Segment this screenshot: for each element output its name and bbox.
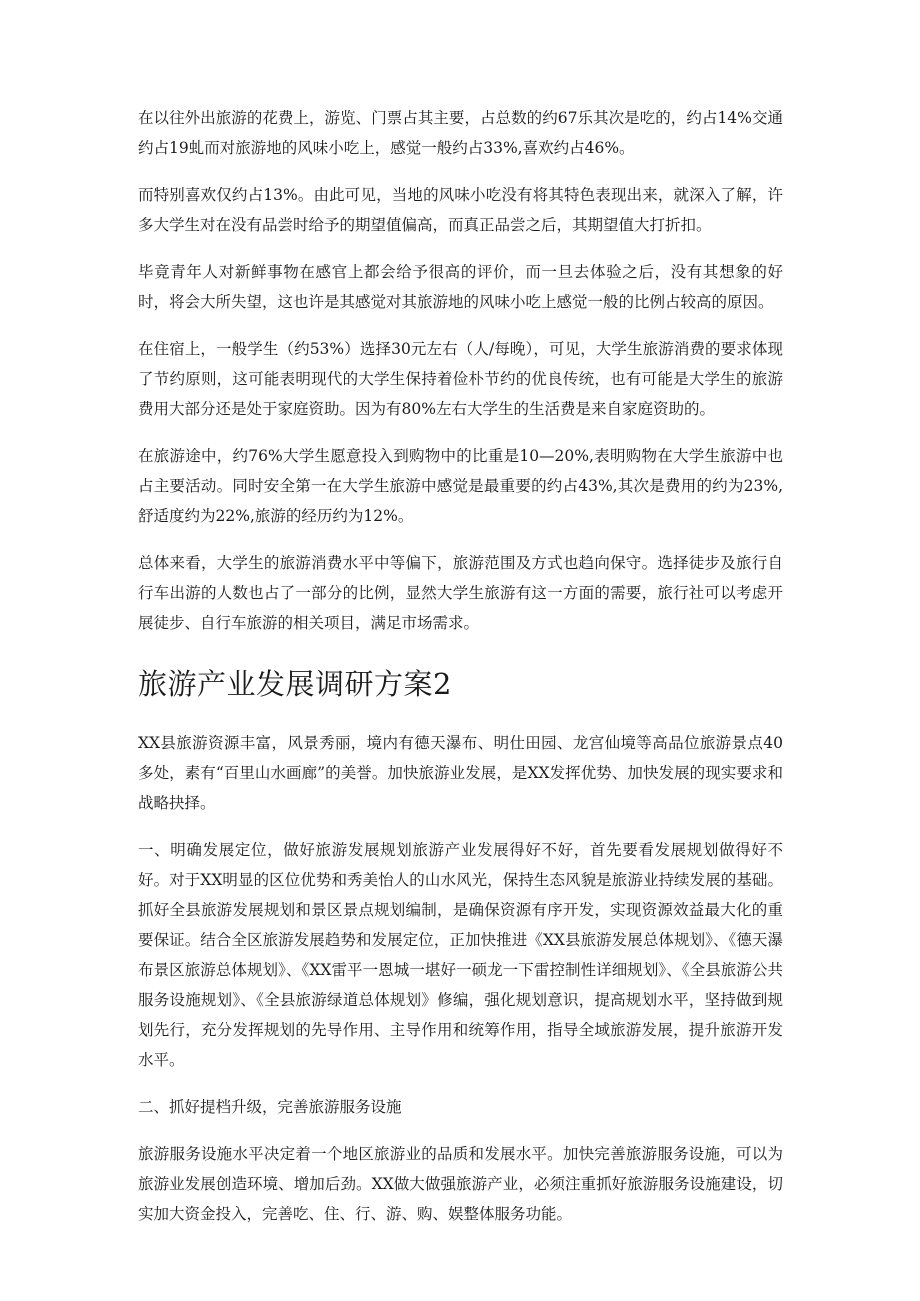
paragraph: 总体来看，大学生的旅游消费水平中等偏下，旅游范围及方式也趋向保守。选择徒步及旅行自行车出游的人数也占了一部分的比例，显然大学生旅游有这一方面的需要，旅行社可以考虑开展徒步、自行车旅游的相关项目，满足市场需求。: [138, 554, 783, 632]
paragraph: 旅游服务设施水平决定着一个地区旅游业的品质和发展水平。加快完善旅游服务设施，可以为旅游业发展创造环境、增加后劲。XX做大做强旅游产业，必须注重抓好旅游服务设施建设，切实加大资金投入，完善吃、住、行、游、购、娱整体服务功能。: [138, 1145, 783, 1223]
paragraph: 一、明确发展定位，做好旅游发展规划旅游产业发展得好不好，首先要看发展规划做得好不好。对于XX明显的区位优势和秀美怡人的山水风光，保持生态风貌是旅游业持续发展的基础。抓好全县旅游发展规划和景区景点规划编制，是确保资源有序开发，实现资源效益最大化的重要保证。结合全区旅游发展趋势和发展定位，正加快推进《XX县旅游发展总体规划》、《德天瀑布景区旅游总体规划》、《XX雷平一恩城一堪好一硕龙一下雷控制性详细规划》、《全县旅游公共服务设施规划》、《全县旅游绿道总体规划》修编，强化规划意识，提高规划水平，坚持做到规划先行，充分发挥规划的先导作用、主导作用和统筹作用，指导全域旅游发展，提升旅游开发水平。: [138, 841, 783, 1069]
paragraph: 在住宿上，一般学生（约53%）选择30元左右（人/每晚），可见，大学生旅游消费的要求体现了节约原则，这可能表明现代的大学生保持着俭朴节约的优良传统，也有可能是大学生的旅游费用大部分还是处于家庭资助。因为有80%左右大学生的生活费是来自家庭资助的。: [138, 340, 783, 418]
paragraph: XX县旅游资源丰富，风景秀丽，境内有德天瀑布、明仕田园、龙宫仙境等高品位旅游景点40多处，素有“百里山水画廊”的美誉。加快旅游业发展，是XX发挥优势、加快发展的现实要求和战略抉择。: [138, 734, 783, 812]
document-page: [138, 103, 783, 1229]
paragraph: 而特别喜欢仅约占13%。由此可见，当地的风味小吃没有将其特色表现出来，就深入了解，许多大学生对在没有品尝时给予的期望值偏高，而真正品尝之后，其期望值大打折扣。: [138, 186, 783, 234]
paragraph: 毕竟青年人对新鲜事物在感官上都会给予很高的评价，而一旦去体验之后，没有其想象的好时，将会大所失望，这也许是其感觉对其旅游地的风味小吃上感觉一般的比例占较高的原因。: [138, 263, 783, 311]
paragraph: 在旅游途中，约76%大学生愿意投入到购物中的比重是10—20%,表明购物在大学生旅游中也占主要活动。同时安全第一在大学生旅游中感觉是最重要的约占43%,其次是费用的约为23%,舒适度约为22%,旅游的经历约为12%。: [138, 447, 783, 525]
subheading-paragraph: 二、抓好提档升级，完善旅游服务设施: [138, 1098, 402, 1116]
section-heading: 旅游产业发展调研方案2: [138, 667, 452, 701]
paragraph: 在以往外出旅游的花费上，游览、门票占其主要，占总数的约67乐其次是吃的，约占14%交通约占19虬而对旅游地的风味小吃上，感觉一般约占33%,喜欢约占46%。: [138, 109, 783, 157]
